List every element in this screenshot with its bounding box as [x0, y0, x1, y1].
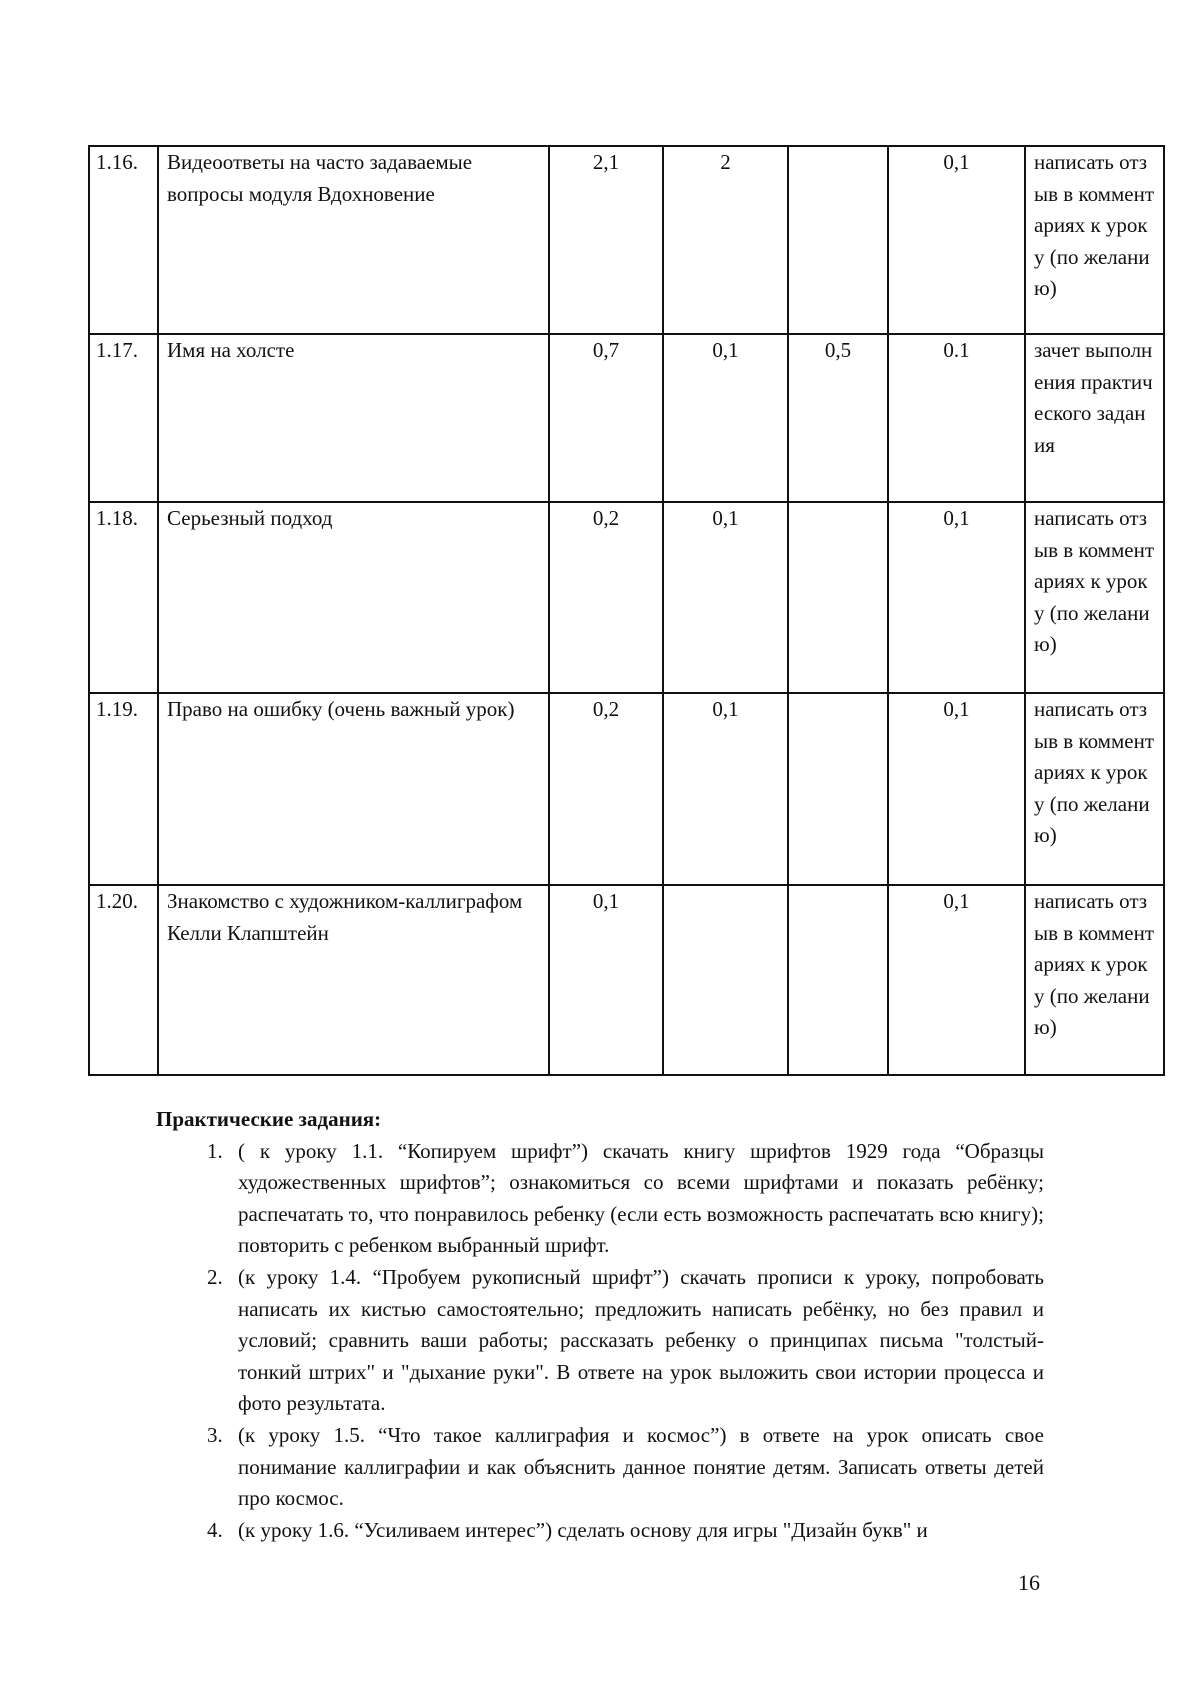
lessons-table	[88, 145, 1165, 1076]
cell-col3	[788, 885, 888, 1075]
cell-control: зачет выполнения практического задания	[1025, 334, 1164, 502]
task-item: 1. ( к уроку 1.1. “Копируем шрифт”) скачать книгу шрифтов 1929 года “Образцы художественных шрифтов”; ознакомиться со всеми шрифтами и показать ребёнку; распечатать то, что понравилось ребенку (если есть возможность распечатать всю книгу); повторить с ребенком выбранный шрифт.	[228, 1136, 1044, 1262]
cell-col2: 0,1	[663, 334, 788, 502]
lesson-title: Право на ошибку (очень важный урок)	[158, 693, 549, 885]
cell-total: 0,2	[549, 502, 663, 693]
lesson-title: Серьезный подход	[158, 502, 549, 693]
task-item: 3. (к уроку 1.5. “Что такое каллиграфия и космос”) в ответе на урок описать свое понимание каллиграфии и как объяснить данное понятие детям. Записать ответы детей про космос.	[228, 1420, 1044, 1515]
cell-control: написать отзыв в комментариях к уроку (по желанию)	[1025, 885, 1164, 1075]
table-row	[89, 502, 1164, 693]
cell-col4: 0.1	[888, 334, 1025, 502]
cell-col3	[788, 146, 888, 334]
lesson-number: 1.19.	[89, 693, 158, 885]
section-heading: Практические задания:	[156, 1107, 382, 1131]
cell-col3: 0,5	[788, 334, 888, 502]
table-row	[89, 146, 1164, 334]
task-item: 4. (к уроку 1.6. “Усиливаем интерес”) сделать основу для игры "Дизайн букв" и	[228, 1515, 1044, 1547]
cell-col4: 0,1	[888, 502, 1025, 693]
cell-col2: 2	[663, 146, 788, 334]
cell-col4: 0,1	[888, 693, 1025, 885]
task-list	[156, 1136, 1044, 1547]
cell-col3	[788, 693, 888, 885]
cell-total: 2,1	[549, 146, 663, 334]
cell-total: 0,2	[549, 693, 663, 885]
cell-col3	[788, 502, 888, 693]
lesson-title: Знакомство с художником-каллиграфом Келли Клапштейн	[158, 885, 549, 1075]
cell-col4: 0,1	[888, 146, 1025, 334]
cell-total: 0,1	[549, 885, 663, 1075]
lesson-number: 1.20.	[89, 885, 158, 1075]
lesson-number: 1.17.	[89, 334, 158, 502]
lesson-title: Видеоответы на часто задаваемые вопросы модуля Вдохновение	[158, 146, 549, 334]
lesson-number: 1.16.	[89, 146, 158, 334]
cell-col2: 0,1	[663, 693, 788, 885]
lesson-number: 1.18.	[89, 502, 158, 693]
cell-control: написать отзыв в комментариях к уроку (по желанию)	[1025, 502, 1164, 693]
table-row	[89, 334, 1164, 502]
cell-col4: 0,1	[888, 885, 1025, 1075]
cell-control: написать отзыв в комментариях к уроку (по желанию)	[1025, 693, 1164, 885]
table-row	[89, 885, 1164, 1075]
cell-total: 0,7	[549, 334, 663, 502]
task-item: 2. (к уроку 1.4. “Пробуем рукописный шрифт”) скачать прописи к уроку, попробовать написать их кистью самостоятельно; предложить написать ребёнку, но без правил и условий; сравнить ваши работы; рассказать ребенку о принципах письма "толстый-тонкий штрих" и "дыхание руки". В ответе на урок выложить свои истории процесса и фото результата.	[228, 1262, 1044, 1420]
cell-col2	[663, 885, 788, 1075]
table-row	[89, 693, 1164, 885]
page-number: 16	[1018, 1570, 1040, 1595]
practical-tasks-section	[156, 1104, 1044, 1546]
cell-col2: 0,1	[663, 502, 788, 693]
lesson-title: Имя на холсте	[158, 334, 549, 502]
cell-control: написать отзыв в комментариях к уроку (по желанию)	[1025, 146, 1164, 334]
